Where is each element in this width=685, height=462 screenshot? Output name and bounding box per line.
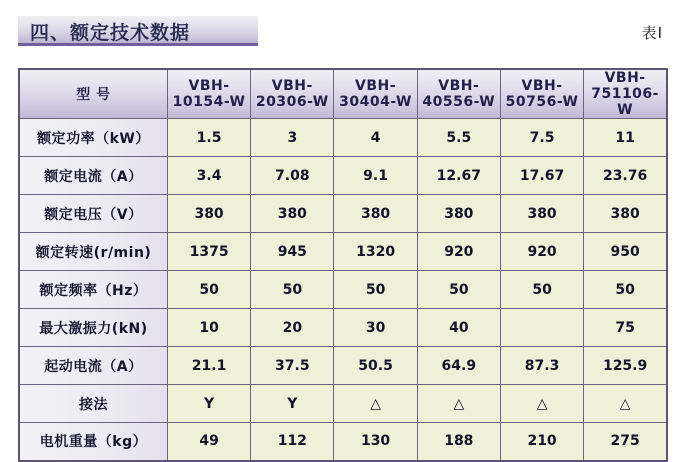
table-cell: 945 bbox=[251, 233, 334, 271]
table-cell: 380 bbox=[500, 195, 583, 233]
table-row-label: 接法 bbox=[19, 385, 167, 423]
table-cell: △ bbox=[417, 385, 500, 423]
table-column-header: VBH-10154-W bbox=[167, 69, 250, 119]
table-cell: 380 bbox=[334, 195, 417, 233]
table-cell: 4 bbox=[334, 119, 417, 157]
table-cell: 11 bbox=[584, 119, 667, 157]
table-row-label: 额定频率（Hz） bbox=[19, 271, 167, 309]
table-cell: 920 bbox=[417, 233, 500, 271]
table-cell: △ bbox=[584, 385, 667, 423]
table-column-header: VBH-20306-W bbox=[251, 69, 334, 119]
table-cell: 188 bbox=[417, 423, 500, 461]
table-cell: 75 bbox=[584, 309, 667, 347]
table-row bbox=[19, 119, 667, 157]
table-row bbox=[19, 347, 667, 385]
table-cell: 30 bbox=[334, 309, 417, 347]
table-cell: 380 bbox=[167, 195, 250, 233]
table-row bbox=[19, 385, 667, 423]
table-cell: 920 bbox=[500, 233, 583, 271]
table-cell: 7.08 bbox=[251, 157, 334, 195]
table-cell: 64.9 bbox=[417, 347, 500, 385]
table-cell: 380 bbox=[251, 195, 334, 233]
spec-table-container bbox=[18, 68, 668, 462]
table-cell: 1.5 bbox=[167, 119, 250, 157]
table-corner-header: 型 号 bbox=[19, 69, 167, 119]
table-cell: 9.1 bbox=[334, 157, 417, 195]
table-cell: 40 bbox=[417, 309, 500, 347]
section-heading bbox=[18, 10, 667, 50]
table-column-header: VBH-30404-W bbox=[334, 69, 417, 119]
table-row bbox=[19, 423, 667, 461]
table-row bbox=[19, 271, 667, 309]
table-cell: 380 bbox=[417, 195, 500, 233]
table-row bbox=[19, 233, 667, 271]
table-cell: 17.67 bbox=[500, 157, 583, 195]
table-cell: 3.4 bbox=[167, 157, 250, 195]
table-row-label: 电机重量（kg） bbox=[19, 423, 167, 461]
table-cell: △ bbox=[500, 385, 583, 423]
table-cell: 23.76 bbox=[584, 157, 667, 195]
table-cell: 275 bbox=[584, 423, 667, 461]
table-column-header: VBH-50756-W bbox=[500, 69, 583, 119]
table-row bbox=[19, 309, 667, 347]
table-cell: 50.5 bbox=[334, 347, 417, 385]
table-column-header: VBH-751106-W bbox=[584, 69, 667, 119]
table-cell: 7.5 bbox=[500, 119, 583, 157]
table-row-label: 额定功率（kW） bbox=[19, 119, 167, 157]
table-cell: 21.1 bbox=[167, 347, 250, 385]
table-column-header: VBH-40556-W bbox=[417, 69, 500, 119]
table-cell: 5.5 bbox=[417, 119, 500, 157]
table-row-label: 额定转速(r/min) bbox=[19, 233, 167, 271]
table-cell: 1375 bbox=[167, 233, 250, 271]
table-cell: 210 bbox=[500, 423, 583, 461]
table-cell: Y bbox=[251, 385, 334, 423]
table-cell: 112 bbox=[251, 423, 334, 461]
table-cell: Y bbox=[167, 385, 250, 423]
table-cell: 10 bbox=[167, 309, 250, 347]
table-cell: 50 bbox=[334, 271, 417, 309]
table-cell: 130 bbox=[334, 423, 417, 461]
page-root bbox=[0, 10, 685, 456]
table-cell: 20 bbox=[251, 309, 334, 347]
table-cell: 87.3 bbox=[500, 347, 583, 385]
table-cell: 12.67 bbox=[417, 157, 500, 195]
table-cell: 950 bbox=[584, 233, 667, 271]
table-cell: 50 bbox=[167, 271, 250, 309]
table-cell: 125.9 bbox=[584, 347, 667, 385]
table-row bbox=[19, 195, 667, 233]
table-cell: 50 bbox=[584, 271, 667, 309]
table-cell: 3 bbox=[251, 119, 334, 157]
table-cell: 50 bbox=[417, 271, 500, 309]
spec-table bbox=[18, 68, 668, 462]
table-cell: 1320 bbox=[334, 233, 417, 271]
table-header-row bbox=[19, 69, 667, 119]
table-number-label: 表Ⅰ bbox=[641, 24, 663, 42]
table-row bbox=[19, 157, 667, 195]
table-cell: 50 bbox=[500, 271, 583, 309]
page-title: 四、额定技术数据 bbox=[30, 22, 191, 44]
table-row-label: 最大激振力(kN) bbox=[19, 309, 167, 347]
table-cell bbox=[500, 309, 583, 347]
table-cell: 37.5 bbox=[251, 347, 334, 385]
table-cell: 50 bbox=[251, 271, 334, 309]
table-cell: △ bbox=[334, 385, 417, 423]
table-row-label: 起动电流（A） bbox=[19, 347, 167, 385]
table-row-label: 额定电流（A） bbox=[19, 157, 167, 195]
table-cell: 380 bbox=[584, 195, 667, 233]
table-cell: 49 bbox=[167, 423, 250, 461]
table-row-label: 额定电压（V） bbox=[19, 195, 167, 233]
